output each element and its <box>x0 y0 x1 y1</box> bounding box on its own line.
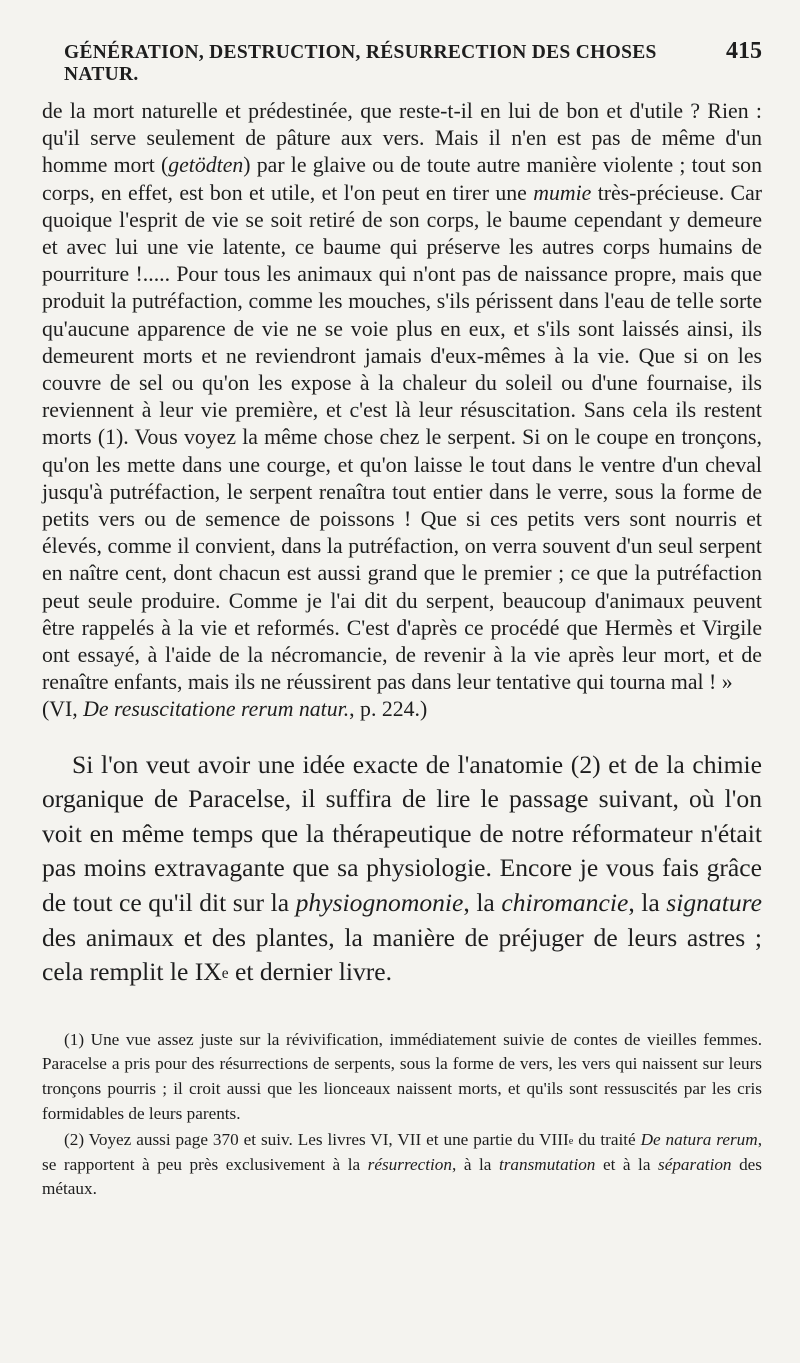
text-run: et à la <box>595 1154 658 1174</box>
text-run: , la <box>463 888 502 918</box>
text-run: Si l'on veut avoir une idée exacte de l'anatomie (2) et de la chimie organique de Paracelse, il suffira de lire le passage suivant, où l'on voit en même temps que la thérapeutique de notre réformateur n'était pas moins extravagante que sa physiologie. Encore je vous fais grâce de tout ce qu'il dit sur la <box>42 749 762 918</box>
italic-term: signature <box>666 888 762 918</box>
cited-work-title: De natura rerum <box>640 1130 758 1150</box>
text-run: et dernier livre. <box>228 957 393 987</box>
text-run: ) par le glaive ou de toute autre manière violente ; tout son corps, en effet, est bon et utile, et l'on peut en tirer une <box>42 153 762 205</box>
cited-work-title: De resuscitatione rerum natur. <box>83 697 350 722</box>
superscript: e <box>221 965 229 983</box>
italic-term: chiromancie <box>501 888 629 918</box>
running-head <box>42 38 762 86</box>
quoted-paragraph <box>42 98 762 696</box>
text-run: , à la <box>452 1154 499 1174</box>
quoted-passage <box>42 98 762 724</box>
text-run: très-précieuse. Car quoique l'esprit de vie se soit retiré de son corps, le baume cependant y demeure et avec lui une vie latente, ce baume qui préserve les autres corps humains de pourriture !..... Pour tous les animaux qui n'ont pas de naissance propre, mais que produit la putréfaction, comme les mouches, s'ils périssent dans l'eau de telle sorte qu'aucune apparence de vie ne se voie plus en eux, et s'ils sont laissés ainsi, ils demeurent morts et ne reviendront jamais d'eux-mêmes à la vie. Que si on les couvre de sel ou qu'on les expose à la chaleur du soleil ou d'une fournaise, ils reviennent à leur vie première, et c'est là leur résuscitation. Sans cela ils restent morts (1). Vous voyez la même chose chez le serpent. Si on le coupe en tronçons, qu'on les mette dans une courge, et qu'on laisse le tout dans le ventre d'un cheval jusqu'à putréfaction, le serpent renaîtra tout entier dans le verre, sous la forme de petits vers ou de semence de poissons ! Que si ces petits vers sont nourris et élevés, comme il convient, dans la putréfaction, on verra souvent d'un seul serpent en naître cent, dont chacun est aussi grand que le premier ; ce que la putréfaction peut seule produire. Comme je l'ai dit du serpent, beaucoup d'animaux peuvent être rappelés à la vie et reformés. C'est d'après ce procédé que Hermès et Virgile ont essayé, à l'aide de la nécromancie, de revenir à la vie après leur mort, et de renaître enfants, mais ils ne réussirent pas dans leur tentative qui tourna mal ! » <box>42 180 763 695</box>
italic-term: getödten <box>168 153 244 178</box>
citation <box>42 696 762 723</box>
text-run: (2) Voyez aussi page 370 et suiv. Les livres VI, VII et une partie du VIII <box>64 1130 569 1150</box>
italic-term: transmutation <box>498 1154 596 1174</box>
italic-term: séparation <box>658 1154 732 1174</box>
running-title: GÉNÉRATION, DESTRUCTION, RÉSURRECTION DES CHOSES NATUR. <box>64 42 657 85</box>
text-run: du traité <box>573 1130 641 1150</box>
italic-term: résurrection <box>367 1154 452 1174</box>
main-text <box>42 748 762 990</box>
footnotes <box>42 1028 762 1202</box>
footnote-1: (1) Une vue assez juste sur la révivification, immédiatement suivie de contes de vieilles femmes. Paracelse a pris pour des résurrections de serpents, sous la forme de vers, les vers qui naissent sur leurs tronçons pourris ; il croit aussi que les lionceaux naissent morts, et qu'ils sont ressuscités par les cris formidables de leurs parents. <box>42 1029 762 1123</box>
superscript: e <box>568 1136 574 1148</box>
italic-term: physiognomonie <box>295 888 464 918</box>
text-run: , la <box>628 888 667 918</box>
text-run: de la mort naturelle et prédestinée, que reste-t-il en lui de bon et d'utile ? Rien : qu'il serve seulement de pâture aux vers. Mais il n'en est pas de même d'un homme mort ( <box>42 99 762 178</box>
text-run: des métaux. <box>42 1154 762 1199</box>
body-paragraph <box>42 748 762 990</box>
text-run: des animaux et des plantes, la manière de préjuger de leurs astres ; cela remplit le IX <box>42 922 762 987</box>
footnote-2 <box>42 1128 762 1202</box>
text-run: (VI, <box>42 697 84 722</box>
text-run: , se rapportent à peu près exclusivement à la <box>42 1130 762 1174</box>
text-run: , p. 224.) <box>349 697 428 722</box>
italic-term: mumie <box>533 180 592 205</box>
page-number: 415 <box>726 38 762 64</box>
